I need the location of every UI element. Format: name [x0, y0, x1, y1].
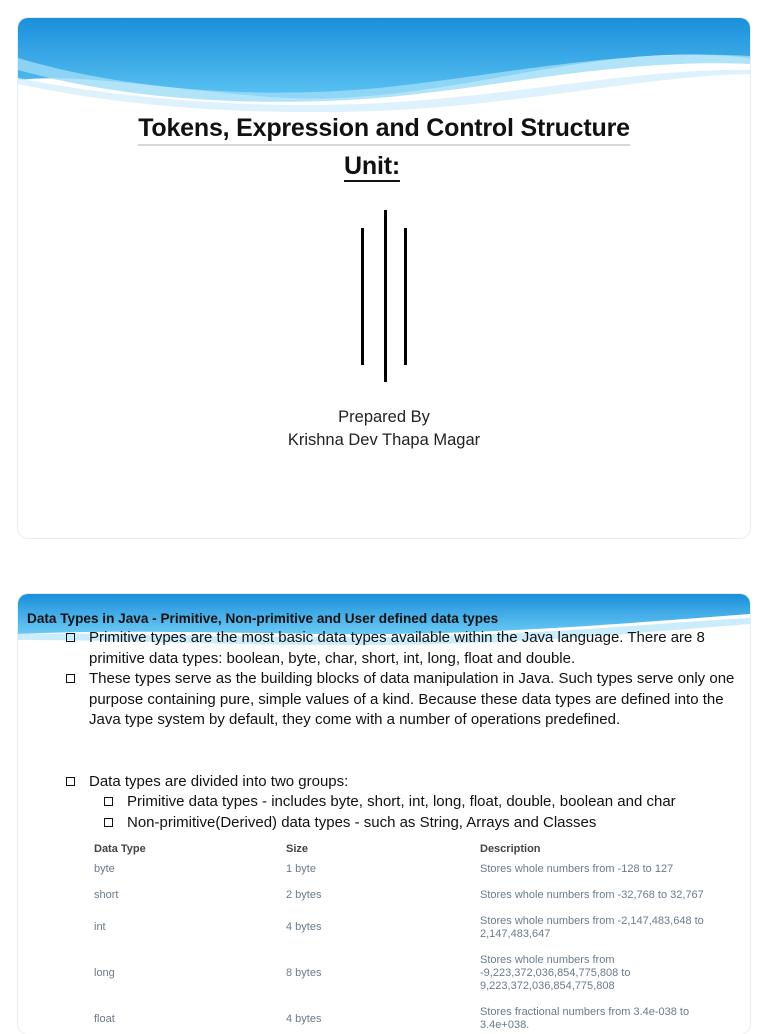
- cell-type: byte: [94, 862, 115, 875]
- cell-size: 1 byte: [286, 862, 316, 875]
- table-row: [94, 882, 710, 908]
- cell-description: Stores whole numbers from -2,147,483,648 to 2,147,483,647: [480, 914, 704, 940]
- cell-description: Stores whole numbers from -32,768 to 32,767: [480, 888, 704, 901]
- cell-size: 4 bytes: [286, 1012, 322, 1025]
- author-name: Krishna Dev Thapa Magar: [287, 431, 481, 449]
- cell-description: Stores whole numbers from -128 to 127: [480, 862, 674, 875]
- checkbox-bullet-icon: [66, 674, 75, 683]
- table-row: [94, 947, 710, 999]
- column-header-data-type: Data Type: [94, 843, 146, 855]
- table-row: [94, 999, 710, 1034]
- cell-size: 8 bytes: [286, 966, 322, 979]
- vertical-line-right: [404, 228, 407, 365]
- slide-heading: Data Types in Java - Primitive, Non-primitive and User defined data types: [27, 611, 499, 626]
- cell-type: float: [94, 1012, 115, 1025]
- content-slide: Data Types in Java - Primitive, Non-primitive and User defined data types Primitive types are the most basic data types available within the Java language. There are 8 primitive data types: boolean, byte, char, short, int, long, float and double. These types serve as the building blocks of data manipulation in Java. Such types serve only one purpose containing pure, simple values of a kind. Because these data types are defined into the Java type system by default, they come with a number of operations predefined. Data types are divided into two groups: Primitive data types - includes byte, short, int, long, float, double, boolean and char Non-primitive(Derived) data types - such as String, Arrays and Classes Data Type Size Description byte 1 byte Stores whole numbers from -128 to 127 short 2 bytes Stores whole numbers from -32,768 to 32,767 int 4 bytes Stores whole numbers from -2,147,483,648 to 2,147,483,647 long 8 bytes Stores whole numbers from -9,223,372,036,854,775,808 to 9,223,372,036,854,775,808 float 4 bytes Stores fractional numbers from 3.4e-038 to 3.4e+038.: [18, 594, 750, 1034]
- table-row: [94, 856, 710, 882]
- checkbox-bullet-icon: [66, 633, 75, 642]
- cell-type: int: [94, 921, 106, 933]
- prepared-by-label: Prepared By: [338, 408, 430, 426]
- vertical-line-left: [361, 228, 364, 365]
- slide-title-line-1: Tokens, Expression and Control Structure: [18, 114, 750, 143]
- cell-type: long: [94, 966, 115, 979]
- column-header-size: Size: [286, 843, 309, 855]
- column-header-description: Description: [480, 843, 541, 855]
- checkbox-bullet-icon: [104, 818, 113, 827]
- cell-description: Stores fractional numbers from 3.4e-038 to 3.4e+038.: [480, 1006, 690, 1031]
- checkbox-bullet-icon: [104, 797, 113, 806]
- cell-description: Stores whole numbers from -9,223,372,036,854,775,808 to 9,223,372,036,854,775,808: [480, 953, 631, 992]
- title-slide: [18, 18, 750, 538]
- checkbox-bullet-icon: [66, 777, 75, 786]
- table-row: [94, 908, 710, 947]
- cell-size: 2 bytes: [286, 888, 322, 901]
- table-header-row: [94, 842, 710, 856]
- header-wave-decoration: [18, 18, 750, 118]
- slide-title-line-2: Unit:: [344, 152, 400, 180]
- data-types-table: [94, 842, 710, 1034]
- cell-type: short: [94, 888, 119, 901]
- cell-size: 4 bytes: [286, 921, 322, 933]
- vertical-line-center: [384, 210, 387, 382]
